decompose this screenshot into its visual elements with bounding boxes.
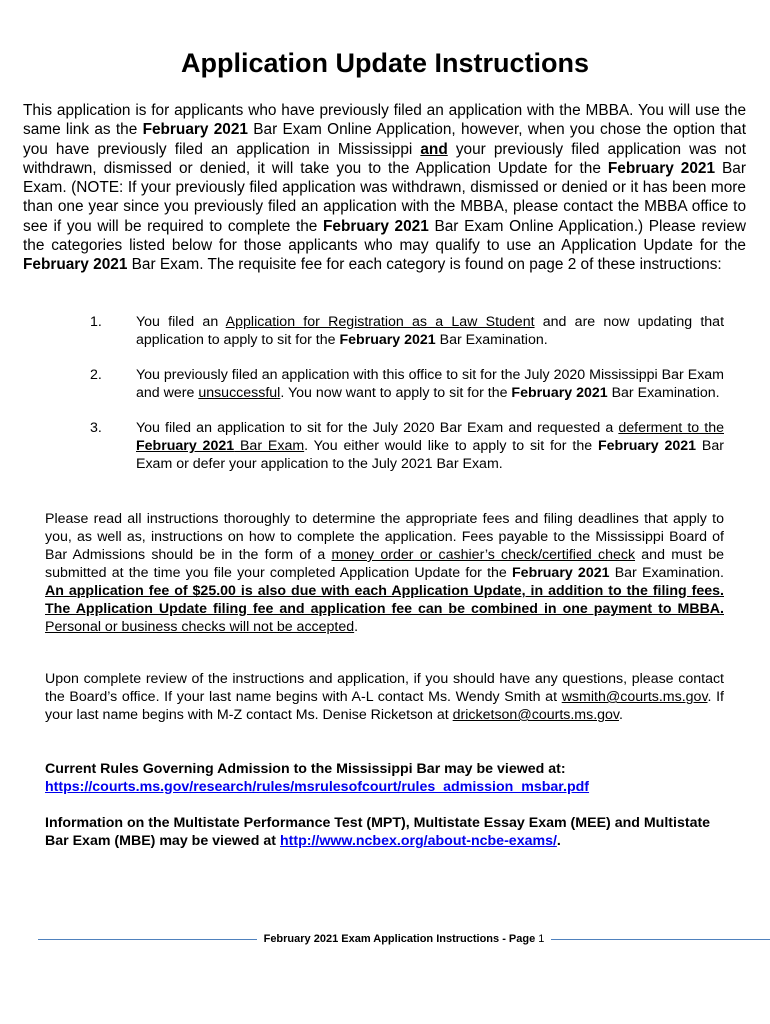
- footer-rule-left: [38, 939, 257, 940]
- list-number: 2.: [90, 367, 102, 383]
- footer-rule-right: [551, 939, 770, 940]
- list-number: 3.: [90, 420, 102, 436]
- page-number: 1: [538, 933, 545, 945]
- rules-link[interactable]: https://courts.ms.gov/research/rules/msrulesofcourt/rules_admission_msbar.pdf: [45, 779, 590, 795]
- category-list: [90, 313, 724, 490]
- page-footer: [38, 930, 770, 948]
- list-item: 2. You previously filed an application with this office to sit for the July 2020 Mississippi Bar Exam and were unsuccessful. You now want to apply to sit for the February 2021 Bar Examination.: [90, 367, 724, 401]
- ncbe-paragraph: Information on the Multistate Performance Test (MPT), Multistate Essay Exam (MEE) and Multistate Bar Exam (MBE) may be viewed at http://www.ncbex.org/about-ncbe-exams/.: [45, 815, 711, 849]
- footer-text: February 2021 Exam Application Instructions - Page: [263, 933, 539, 945]
- page-title: Application Update Instructions: [180, 48, 590, 78]
- list-item: 1. You filed an Application for Registration as a Law Student and are now updating that application to apply to sit for the February 2021 Bar Examination.: [90, 314, 725, 348]
- email-ricketson[interactable]: dricketson@courts.ms.gov: [452, 707, 619, 723]
- rules-paragraph: Current Rules Governing Admission to the Mississippi Bar may be viewed at: https://courts.ms.gov/research/rules/msrulesofcourt/rules_admission_msbar.pdf: [45, 761, 590, 795]
- email-smith[interactable]: wsmith@courts.ms.gov: [561, 689, 708, 705]
- contact-paragraph: Upon complete review of the instructions and application, if you should have any questions, please contact the Board’s office. If your last name begins with A-L contact Ms. Wendy Smith at wsmith@courts.ms.gov. If your last name begins with M-Z contact Ms. Denise Ricketson at dricketson@courts.ms.gov.: [45, 671, 724, 723]
- list-number: 1.: [90, 314, 102, 330]
- ncbe-link[interactable]: http://www.ncbex.org/about-ncbe-exams/: [279, 833, 557, 849]
- list-item: 3. You filed an application to sit for the July 2020 Bar Exam and requested a deferment to the February 2021 Bar Exam. You either would like to apply to sit for the February 2021 Bar Exam or defer your application to the July 2021 Bar Exam.: [90, 420, 724, 472]
- fees-paragraph: Please read all instructions thoroughly to determine the appropriate fees and filing deadlines that apply to you, as well as, instructions on how to complete the application. Fees payable to the Mississippi Board of Bar Admissions should be in the form of a money order or cashier’s check/certified check and must be submitted at the time you file your completed Application Update for the February 2021 Bar Examination. An application fee of $25.00 is also due with each Application Update, in addition to the filing fees. The Application Update filing fee and application fee can be combined in one payment to MBBA. Personal or business checks will not be accepted.: [45, 511, 724, 635]
- intro-paragraph: This application is for applicants who have previously filed an application with the MBBA. You will use the same link as the February 2021 Bar Exam Online Application, however, when you chose the option that you have previously filed an application in Mississippi and your previously filed application was not withdrawn, dismissed or denied, it will take you to the Application Update for the February 2021 Bar Exam. (NOTE: If your previously filed application was withdrawn, dismissed or denied or it has been more than one year since you previously filed an application with the MBBA, please contact the MBBA office to see if you will be required to complete the February 2021 Bar Exam Online Application.) Please review the categories listed below for those applicants who may qualify to use an Application Update for the February 2021 Bar Exam. The requisite fee for each category is found on page 2 of these instructions:: [23, 102, 746, 274]
